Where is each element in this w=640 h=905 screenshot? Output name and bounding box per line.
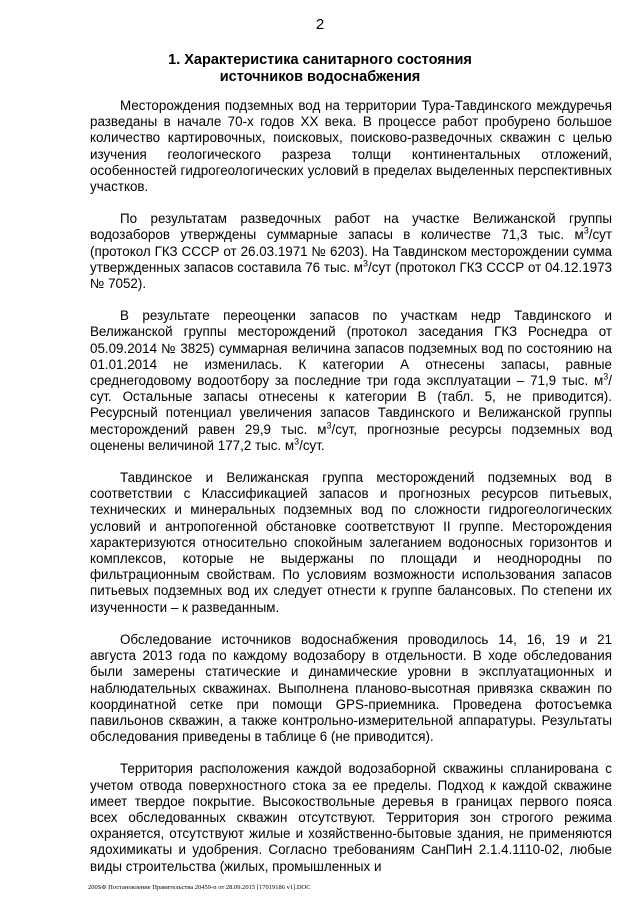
superscript-3: 3	[603, 371, 609, 382]
paragraph-deposits-history: Месторождения подземных вод на территории Тура-Тавдинского междуречья разведаны в начале 70-х годов XX века. В процессе работ пробурено большое количество картировочных, поисковых, поисково-разведочных скважин с целью изучения геологического разреза толщи континентальных отложений, особенностей гидрогеологических условий в пределах выделенных перспективных участков.	[90, 98, 612, 195]
paragraph-approved-reserves: По результатам разведочных работ на участке Велижанской группы водозаборов утверждены суммарные запасы в количестве 71,3 тыс. $м^3$/сут (протокол ГКЗ СССР от 26.03.1971 № 6203). На Тавдинском месторождении сумма утвержденных запасов составила 76 тыс. $м^3$/сут (протокол ГКЗ СССР от 04.12.1973 № 7052).	[90, 211, 613, 292]
superscript-3: 3	[583, 225, 589, 236]
superscript-3: 3	[326, 420, 332, 431]
paragraph-classification: Тавдинское и Велижанская группа месторождений подземных вод в соответствии с Классификацией запасов и прогнозных ресурсов питьевых, технических и минеральных подземных вод по сложности гидрогеологических условий и антропогенной обстановке соответствуют II группе. Месторождения характеризуются относительно спокойным залеганием водоносных горизонтов и комплексов, которые не выдержаны по площади и неоднородны по фильтрационным свойствам. По условиям возможности использования запасов питьевых подземных вод их следует отнести к группе балансовых. По степени их изученности – к разведанным.	[90, 470, 612, 615]
superscript-3: 3	[294, 436, 300, 447]
document-body	[90, 98, 612, 891]
page-number: 2	[315, 16, 325, 33]
footer-file-reference: 200SФ Постановление Правительства 20459-п от 28.09.2015 [17019186 v1].DOC	[88, 884, 311, 891]
paragraph-territory: Территория расположения каждой водозаборной скважины спланирована с учетом отвода поверхностного стока за ее пределы. Подход к каждой скважине имеет твердое покрытие. Высокоствольные деревья в границах первого пояса всех обследованных скважин отсутствуют. Территория зон строгого режима охраняется, отсутствуют жилые и хозяйственно-бытовые здания, не применяются ядохимикаты и удобрения. Согласно требованиям СанПиН 2.1.4.1110-02, любые виды строительства (жилых, промышленных и	[90, 761, 612, 874]
section-title-line-1: 1. Характеристика санитарного состояния	[168, 52, 472, 68]
paragraph-reassessment: В результате переоценки запасов по участкам недр Тавдинского и Велижанской группы месторождений (протокол заседания ГКЗ Роснедра от 05.09.2014 № 3825) суммарная величина запасов подземных вод по состоянию на 01.01.2014 не изменилась. К категории А отнесены запасы, равные среднегодовому водоотбору за последние три года эксплуатации – 71,9 тыс. $м^3$/сут. Остальные запасы отнесены к категории В (табл. 5, не приводится). Ресурсный потенциал увеличения запасов Тавдинского и Велижанской группы месторождений равен 29,9 тыс. $м^3$/сут, прогнозные ресурсы подземных вод оценены величиной 177,2 тыс. $м^3$/сут.	[90, 308, 613, 453]
section-title	[90, 52, 550, 86]
superscript-3: 3	[363, 258, 369, 269]
section-title-line-2: источников водоснабжения	[219, 69, 421, 85]
paragraph-survey: Обследование источников водоснабжения проводилось 14, 16, 19 и 21 августа 2013 года по каждому водозабору в отдельности. В ходе обследования были замерены статические и динамические уровни в эксплуатационных и наблюдательных скважинах. Выполнена планово-высотная привязка скважин по координатной сетке при помощи GPS-приемника. Проведена фотосъемка павильонов скважин, а также контрольно-измерительной аппаратуры. Результаты обследования приведены в таблице 6 (не приводится).	[90, 631, 612, 745]
